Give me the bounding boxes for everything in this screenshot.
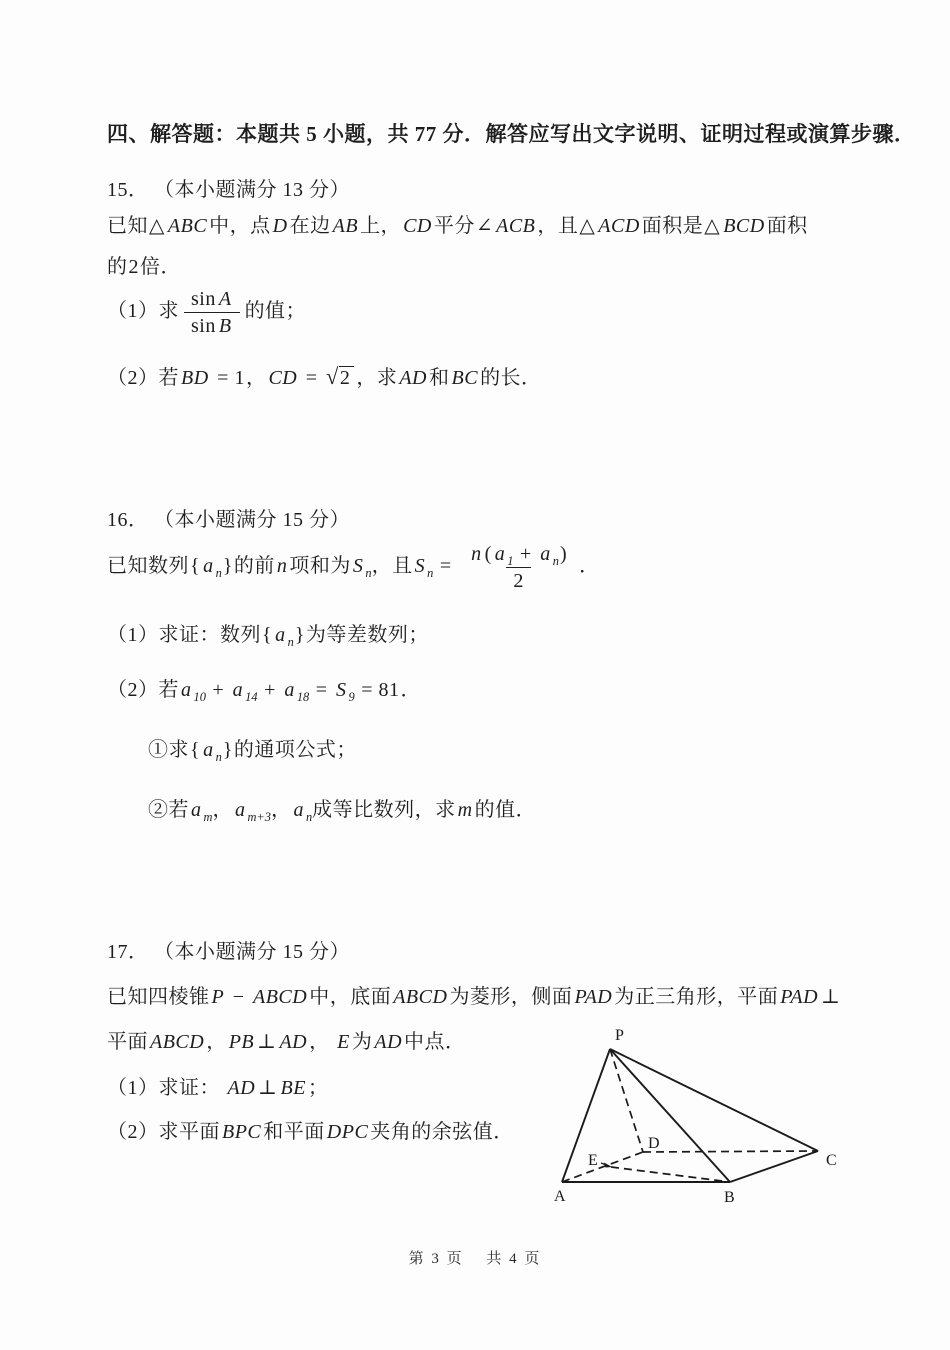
edge-PC — [610, 1049, 818, 1151]
p17-part1: （1）求证： AD ⊥ BE ； — [107, 1077, 329, 1099]
pyramid-dashed-edges — [562, 1049, 818, 1182]
p16-part1: （1）求证：数列{ a $_n$}为等差数列； — [107, 624, 429, 649]
section-header: 四、解答题：本题共 5 小题，共 77 分．解答应写出文字说明、证明过程或演算步骤． — [107, 122, 916, 146]
edge-AP — [562, 1049, 610, 1182]
p17-stem-line2: 平面 ABCD ， PB ⊥ AD ， E 为 AD 中点． — [107, 1031, 466, 1053]
edge-PB — [610, 1049, 730, 1182]
p17-heading: 17． （本小题满分 15 分） — [107, 941, 350, 963]
p16-sub2: ②若 a $_m$， a $_{m+3}$， a $_n$成等比数列，求 m 的值． — [148, 799, 537, 824]
vertex-label-E: E — [588, 1152, 598, 1169]
edge-BC — [730, 1151, 818, 1182]
edge-PD — [610, 1049, 643, 1152]
p17-stem-line1: 已知四棱锥 P − ABCD 中，底面 ABCD 为菱形，侧面 PAD 为正三角形，平面 PAD ⊥ — [107, 986, 841, 1008]
vertex-label-C: C — [826, 1152, 837, 1169]
p15-part1: （1）求 $\frac{\text{sin A}}{\text{sin B}}$ 的值； — [107, 288, 307, 337]
vertex-label-P: P — [615, 1027, 624, 1044]
edge-DC — [643, 1151, 818, 1152]
p16-sub1: ①求{ a $_n$}的通项公式； — [148, 739, 357, 764]
vertex-label-B: B — [724, 1189, 735, 1206]
page-footer: 第 3 页 共 4 页 — [408, 1251, 542, 1267]
p15-stem-line2: 的2倍． — [107, 256, 181, 278]
p15-part2: （2）若 BD = 1， CD = √2 ，求 AD 和 BC 的长． — [107, 364, 542, 389]
vertex-label-D: D — [648, 1135, 660, 1152]
pyramid-figure — [545, 1025, 890, 1210]
edge-EB — [611, 1167, 730, 1182]
p15-stem-line1: 已知△ ABC 中，点 D 在边 AB 上， CD 平分∠ ACB ，且△ ACD 面积是△ BCD 面积 — [107, 215, 808, 237]
p16-stem: 已知数列{ a $_n$}的前 n 项和为 S $_n$，且 S $_n$ = $\frac{n ( a _1 + a _n)}{2}$ ． — [107, 543, 600, 592]
p15-heading: 15． （本小题满分 13 分） — [107, 179, 350, 201]
p16-heading: 16． （本小题满分 15 分） — [107, 509, 350, 531]
vertex-label-A: A — [554, 1188, 566, 1205]
edge-AD — [562, 1152, 643, 1182]
pyramid-solid-edges — [562, 1049, 818, 1182]
p16-part2: （2）若 a $_{10}$ + a $_{14}$ + a $_{18}$ = S $_9$ = 81． — [107, 679, 421, 704]
p17-part2: （2）求平面 BPC 和平面 DPC 夹角的余弦值． — [107, 1121, 514, 1143]
vertex-labels — [554, 1027, 837, 1206]
